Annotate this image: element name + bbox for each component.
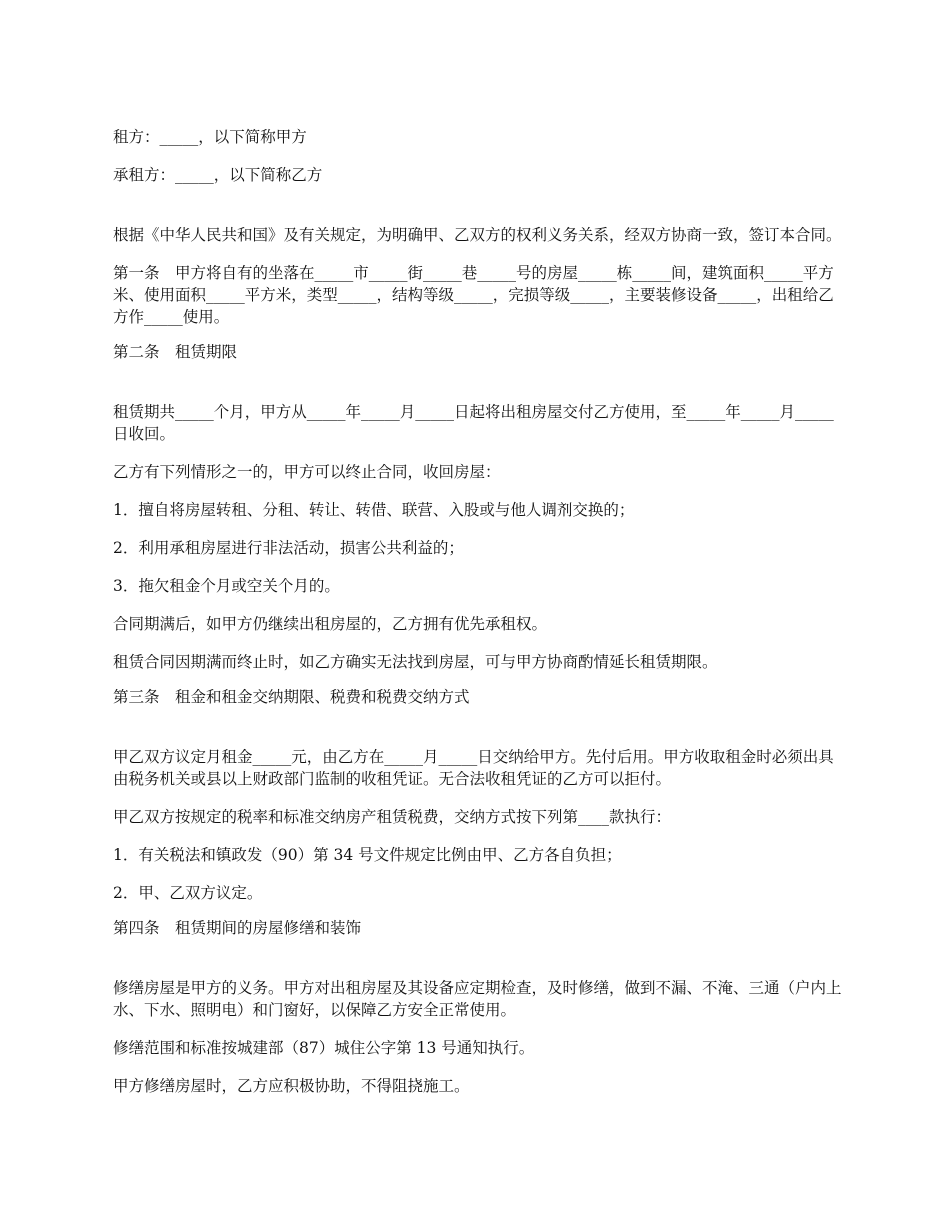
list-item: 2．甲、乙双方议定。: [113, 884, 263, 902]
list-item: 1．有关税法和镇政发（90）第 34 号文件规定比例由甲、乙方各自负担；: [113, 846, 622, 864]
list-item: 3．拖欠租金个月或空关个月的。: [113, 577, 340, 595]
article-2-extension: 租赁合同因期满而终止时，如乙方确实无法找到房屋，可与甲方协商酌情延长租赁期限。: [113, 653, 718, 671]
article-3-heading: 第三条 租金和租金交纳期限、税费和税费交纳方式: [113, 688, 470, 706]
lessor-line: 租方：_____，以下简称甲方: [113, 128, 307, 146]
list-item: 2．利用承租房屋进行非法活动，损害公共利益的；: [113, 539, 464, 557]
lessee-line: 承租方：_____，以下简称乙方: [113, 166, 323, 184]
article-2-renewal: 合同期满后，如甲方仍继续出租房屋的，乙方拥有优先承租权。: [113, 615, 548, 633]
article-4-cooperation: 甲方修缮房屋时，乙方应积极协助，不得阻挠施工。: [113, 1077, 470, 1095]
article-3-tax-intro: 甲乙双方按规定的税率和标准交纳房产租赁税费，交纳方式按下列第____款执行：: [113, 808, 672, 826]
preamble-paragraph: 根据《中华人民共和国》及有关规定，为明确甲、乙双方的权利义务关系，经双方协商一致，签订本合同。: [113, 226, 842, 244]
article-1-paragraph: 第一条 甲方将自有的坐落在_____市_____街_____巷_____号的房屋_____栋_____间，建筑面积_____平方米、使用面积_____平方米，类型_____，结构等级_____，完损等级_____，主要装修设备_____，出租给乙方作_____使用。: [113, 264, 834, 326]
list-item: 1．擅自将房屋转租、分租、转让、转借、联营、入股或与他人调剂交换的；: [113, 501, 635, 519]
contract-document: [113, 126, 843, 1097]
article-2-term: 租赁期共_____个月，甲方从_____年_____月_____日起将出租房屋交付乙方使用，至_____年_____月_____日收回。: [113, 403, 834, 443]
article-4-duty: 修缮房屋是甲方的义务。甲方对出租房屋及其设备应定期检查，及时修缮，做到不漏、不淹、三通（户内上水、下水、照明电）和门窗好，以保障乙方安全正常使用。: [113, 979, 842, 1019]
article-2-termination-intro: 乙方有下列情形之一的，甲方可以终止合同，收回房屋：: [113, 463, 501, 481]
article-4-heading: 第四条 租赁期间的房屋修缮和装饰: [113, 919, 362, 937]
article-3-rent: 甲乙双方议定月租金_____元，由乙方在_____月_____日交纳给甲方。先付后用。甲方收取租金时必须出具由税务机关或县以上财政部门监制的收租凭证。无合法收租凭证的乙方可以拒付。: [113, 748, 834, 788]
article-2-heading: 第二条 租赁期限: [113, 343, 238, 361]
article-4-scope: 修缮范围和标准按城建部（87）城住公字第 13 号通知执行。: [113, 1039, 535, 1057]
